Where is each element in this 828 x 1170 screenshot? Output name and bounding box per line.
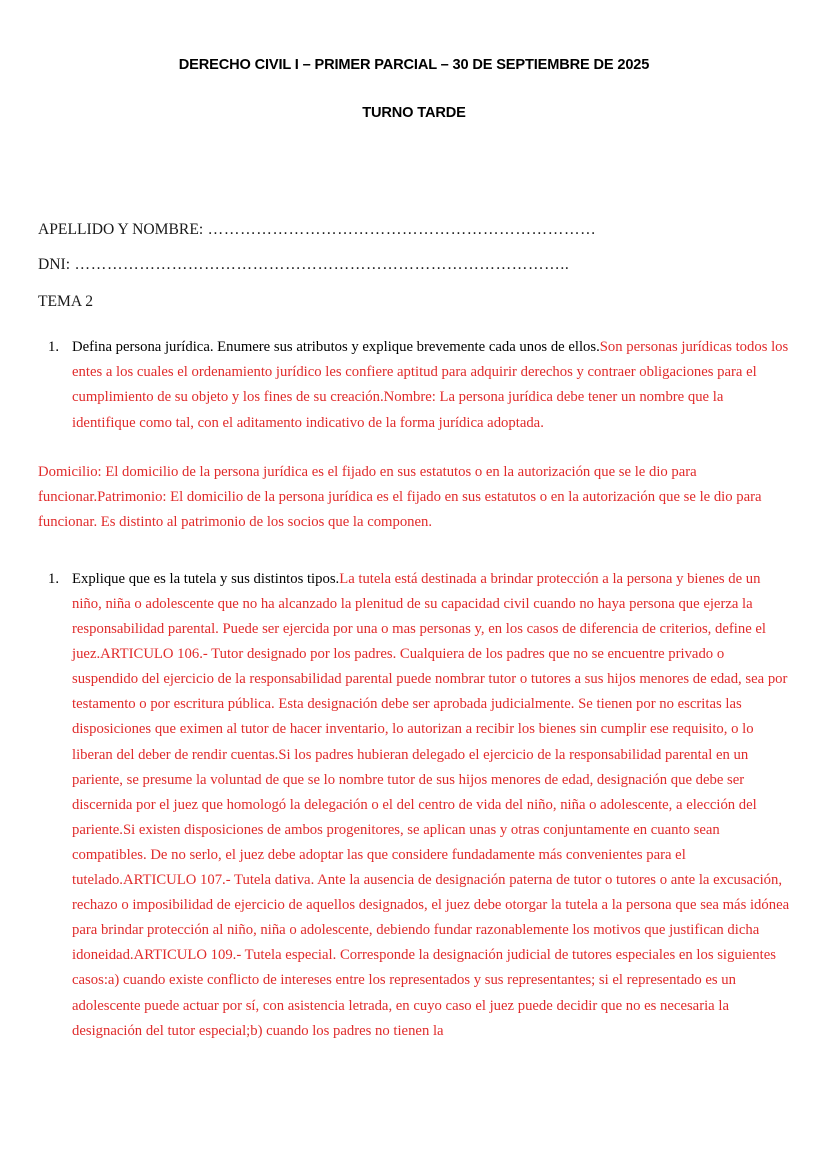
- field-dni-leader: ………………………………………………………………………………..: [70, 257, 570, 273]
- field-apellido-y-nombre-label: APELLIDO Y NOMBRE:: [38, 222, 204, 239]
- header-spacer: [38, 122, 790, 222]
- field-spacer-1: [38, 238, 790, 257]
- question-item-2: [38, 567, 790, 1044]
- field-dni-label: DNI:: [38, 257, 71, 273]
- page-subtitle: TURNO TARDE: [362, 105, 466, 122]
- field-apellido-y-nombre[interactable]: [38, 222, 790, 238]
- document-body: [38, 122, 790, 1043]
- question-item-1: [38, 335, 790, 435]
- document-header: [0, 0, 828, 122]
- question-prompt-2: Explique que es la tutela y sus distintos tipos.: [72, 570, 340, 587]
- question-answer-1: Son personas jurídicas todos los entes a los cuales el ordenamiento jurídico les confiere aptitud para adquirir derechos y contraer obligaciones para el cumplimiento de su objeto y los fines de su creación.Nombre: La persona jurídica debe tener un nombre que la identifique como tal, con el aditamento indicativo de la forma jurídica adoptada.: [72, 339, 789, 431]
- paragraph-spacer: [38, 535, 790, 567]
- question-prompt-1: Defina persona jurídica. Enumere sus atributos y explique brevemente cada unos de ellos.: [72, 339, 600, 356]
- field-dni[interactable]: [38, 257, 790, 273]
- tema-spacer: [38, 309, 790, 335]
- question-answer-2: La tutela está destinada a brindar protección a la persona y bienes de un niño, niña o adolescente que no ha alcanzado la plenitud de su capacidad civil cuando no haya persona que ejerza la responsabilidad parental. Puede ser ejercida por una o mas personas y, en los casos de diferencia de criterios, define el juez.ARTICULO 106.- Tutor designado por los padres. Cualquiera de los padres que no se encuentre privado o suspendido del ejercicio de la responsabilidad parental puede nombrar tutor o tutores a sus hijos menores de edad, sea por testamento o por escritura pública. Esta designación debe ser aprobada judicialmente. Se tienen por no escritas las disposiciones que eximen al tutor de hacer inventario, lo autorizan a recibir los bienes sin cumplir ese requisito, o lo liberan del deber de rendir cuentas.Si los padres hubieran delegado el ejercicio de la responsabilidad parental en un pariente, se presume la voluntad de que se lo nombre tutor de sus hijos menores de edad, designación que debe ser discernida por el juez que homologó la delegación o el del centro de vida del niño, niña o adolescente, a elección del pariente.Si existen disposiciones de ambos progenitores, se aplican unas y otras conjuntamente en cuanto sean compatibles. De no serlo, el juez debe adoptar las que considere fundadamente más convenientes para el tutelado.ARTICULO 107.- Tutela dativa. Ante la ausencia de designación paterna de tutor o tutores o ante la excusación, rechazo o imposibilidad de ejercicio de aquellos designados, el juez debe otorgar la tutela a la persona que sea más idónea para brindar protección al niño, niña o adolescente, debiendo fundar razonablemente los motivos que justifican dicha idoneidad.ARTICULO 109.- Tutela especial. Corresponde la designación judicial de tutores especiales en los siguientes casos:a) cuando existe conflicto de intereses entre los representados y sus representantes; si el representado es un adolescente puede actuar por sí, con asistencia letrada, en cuyo caso el juez puede decidir que no es necesaria la designación del tutor especial;b) cuando los padres no tienen la: [72, 570, 790, 1039]
- questions-list-continued: [38, 567, 790, 1044]
- page-title: DERECHO CIVIL I – PRIMER PARCIAL – 30 DE SEPTIEMBRE DE 2025: [178, 57, 650, 73]
- question-marker-2: 1.: [48, 570, 60, 587]
- tema-label: TEMA 2: [38, 292, 94, 310]
- field-apellido-y-nombre-leader: ………………………………………………………………: [203, 222, 597, 239]
- free-paragraph-domicilio: Domicilio: El domicilio de la persona jurídica es el fijado en sus estatutos o en la autorización que se le dio para funcionar.Patrimonio: El domicilio de la persona jurídica es el fijado en sus estatutos o en la autorización que se le dio para funcionar. Es distinto al patrimonio de los socios que la componen.: [38, 463, 762, 530]
- answer-spacer-1: [38, 436, 790, 460]
- question-marker-1: 1.: [48, 339, 60, 356]
- questions-list: [38, 335, 790, 435]
